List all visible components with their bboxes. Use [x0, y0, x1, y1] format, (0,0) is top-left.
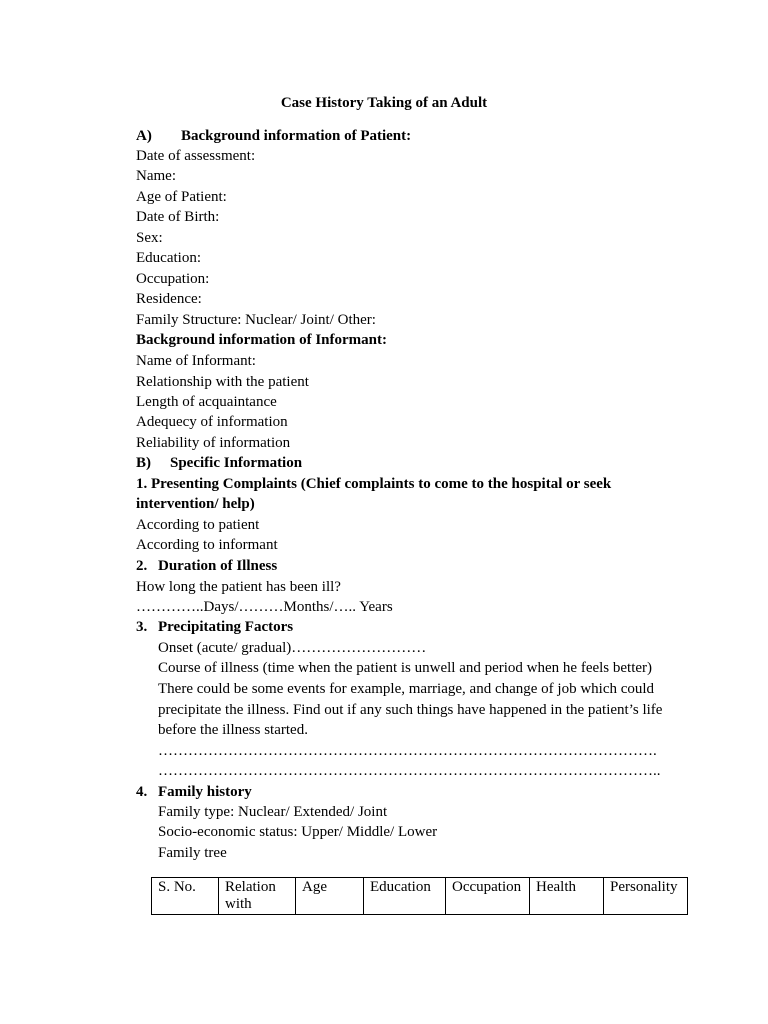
field-name: Name:: [136, 168, 176, 184]
family-title: Family history: [158, 784, 252, 800]
informant-heading: Background information of Informant:: [136, 332, 387, 348]
field-family-structure: Family Structure: Nuclear/ Joint/ Other:: [136, 312, 376, 328]
precipitating-title: Precipitating Factors: [158, 619, 294, 635]
table-header-relation: Relation with: [219, 878, 296, 915]
presenting-heading-line2: intervention/ help): [136, 496, 255, 512]
table-header-personality: Personality: [604, 878, 688, 915]
field-relationship: Relationship with the patient: [136, 374, 309, 390]
section-b-letter: B): [136, 455, 151, 471]
field-education: Education:: [136, 250, 201, 266]
duration-blank: …………..Days/………Months/….. Years: [136, 599, 393, 615]
field-date-of-birth: Date of Birth:: [136, 209, 220, 225]
presenting-heading-line1: 1. Presenting Complaints (Chief complaints to come to the hospital or seek: [136, 476, 612, 492]
family-number: 4.: [136, 784, 148, 800]
section-a-title: Background information of Patient:: [181, 128, 412, 144]
field-acquaintance: Length of acquaintance: [136, 394, 277, 410]
precipitating-dots-1: ……………………………………………………………………………………….: [158, 743, 657, 759]
family-heading: [136, 782, 252, 802]
precipitating-text-3: before the illness started.: [158, 722, 308, 738]
family-tree: Family tree: [158, 845, 227, 861]
precipitating-number: 3.: [136, 619, 148, 635]
field-sex: Sex:: [136, 230, 163, 246]
section-a-heading: [136, 126, 411, 146]
precipitating-dots-2: ………………………………………………………………………………………..: [158, 763, 661, 779]
duration-question: How long the patient has been ill?: [136, 579, 341, 595]
presenting-item-informant: According to informant: [136, 537, 278, 553]
table-header-occupation: Occupation: [446, 878, 530, 915]
document-title: Case History Taking of an Adult: [280, 95, 488, 111]
precipitating-heading: [136, 617, 293, 637]
section-a-letter: A): [136, 128, 152, 144]
table-header-sno: S. No.: [152, 878, 219, 915]
table-header-education: Education: [364, 878, 446, 915]
family-ses: Socio-economic status: Upper/ Middle/ Lower: [158, 824, 438, 840]
table-header-health: Health: [530, 878, 604, 915]
section-b-heading: [136, 453, 302, 473]
precipitating-onset: Onset (acute/ gradual)………………………: [158, 640, 427, 656]
field-informant-name: Name of Informant:: [136, 353, 256, 369]
duration-heading: [136, 556, 277, 576]
section-b-title: Specific Information: [170, 455, 303, 471]
family-table: [151, 877, 688, 915]
precipitating-course: Course of illness (time when the patient is unwell and period when he feels better): [158, 660, 653, 676]
field-age: Age of Patient:: [136, 189, 227, 205]
field-residence: Residence:: [136, 291, 202, 307]
field-adequacy: Adequecy of information: [136, 414, 288, 430]
field-reliability: Reliability of information: [136, 435, 291, 451]
table-header-row: [152, 878, 688, 915]
precipitating-text-1: There could be some events for example, marriage, and change of job which could: [158, 681, 655, 697]
field-date-of-assessment: Date of assessment:: [136, 148, 256, 164]
duration-number: 2.: [136, 558, 148, 574]
field-occupation: Occupation:: [136, 271, 210, 287]
duration-title: Duration of Illness: [158, 558, 278, 574]
table-header-age: Age: [296, 878, 364, 915]
family-type: Family type: Nuclear/ Extended/ Joint: [158, 804, 388, 820]
precipitating-text-2: precipitate the illness. Find out if any such things have happened in the patient’s life: [158, 702, 663, 718]
presenting-item-patient: According to patient: [136, 517, 260, 533]
